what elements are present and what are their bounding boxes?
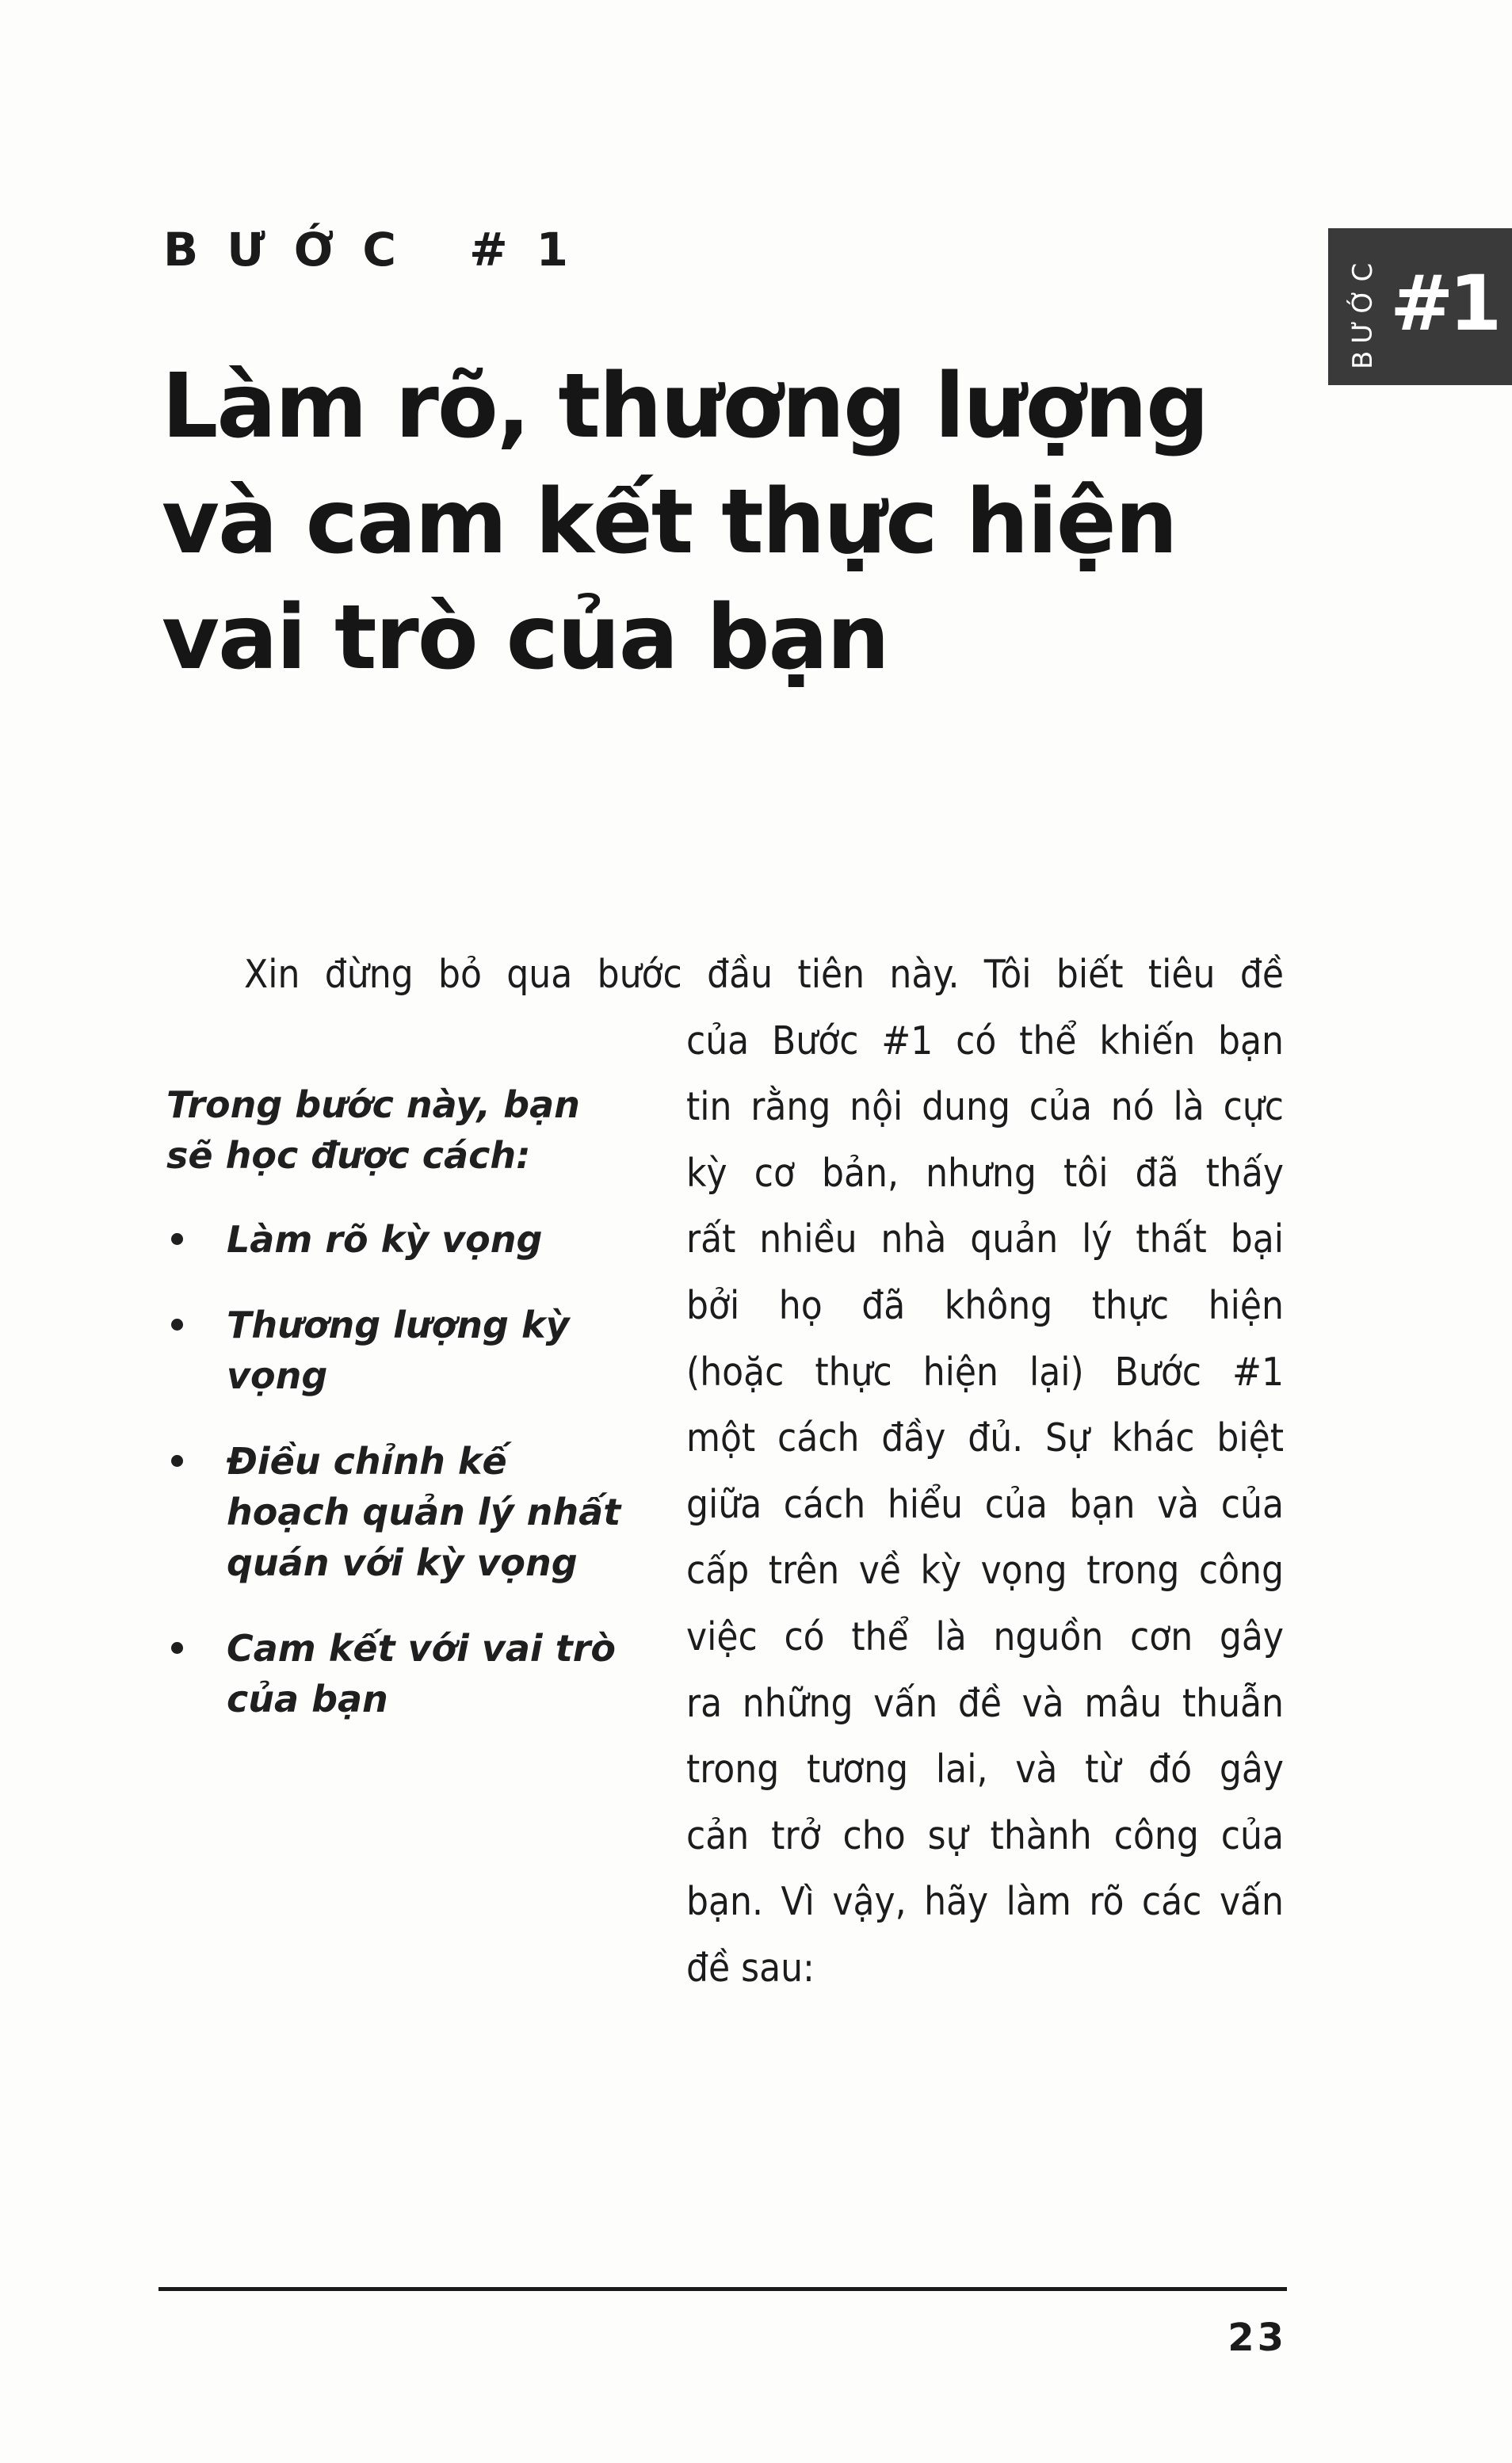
chapter-label: BƯỚC #1 xyxy=(163,223,598,277)
body-line: Xin đừng bỏ qua bước đầu tiên này. Tôi biết tiêu đề xyxy=(244,952,1284,997)
body-line: giữa cách hiểu của bạn và của xyxy=(686,1481,1284,1527)
title-line: và cam kết thực hiện xyxy=(162,471,1177,574)
bullet-icon xyxy=(171,1642,183,1654)
body-line: của Bước #1 có thể khiến bạn xyxy=(686,1018,1284,1063)
body-line: trong tương lai, và từ đó gây xyxy=(686,1747,1284,1793)
body-line: bạn. Vì vậy, hãy làm rõ các vấn xyxy=(686,1879,1284,1925)
page-number: 23 xyxy=(1228,2316,1287,2360)
sidebar-intro: Trong bước này, bạn sẽ học được cách: xyxy=(166,1083,580,1177)
body-line: ra những vấn đề và mâu thuẫn xyxy=(686,1680,1284,1726)
body-line: rất nhiều nhà quản lý thất bại xyxy=(686,1216,1284,1262)
list-item-text: Thương lượng kỳ vọng xyxy=(227,1304,570,1397)
body-line: một cách đầy đủ. Sự khác biệt xyxy=(686,1415,1284,1461)
body-line: việc có thể là nguồn cơn gây xyxy=(686,1613,1284,1659)
list-item-text: Cam kết với vai trò của bạn xyxy=(227,1627,616,1720)
page-title xyxy=(162,349,1208,696)
body-line: kỳ cơ bản, nhưng tôi đã thấy xyxy=(686,1150,1284,1196)
list-item xyxy=(166,1436,626,1588)
list-item-text: Làm rõ kỳ vọng xyxy=(227,1218,543,1261)
body-line: (hoặc thực hiện lại) Bước #1 xyxy=(686,1349,1284,1395)
bullet-icon xyxy=(171,1233,183,1245)
bullet-icon xyxy=(171,1455,183,1467)
body-line: bởi họ đã không thực hiện xyxy=(686,1282,1284,1328)
list-item xyxy=(166,1214,626,1265)
list-item-text: Điều chỉnh kế hoạch quản lý nhất quán với kỳ vọng xyxy=(227,1440,621,1584)
chapter-side-tab xyxy=(1328,228,1512,385)
body-line: cản trở cho sự thành công của xyxy=(686,1812,1284,1858)
side-tab-number: #1 xyxy=(1390,259,1498,348)
side-tab-word: BƯỚC xyxy=(1347,255,1379,369)
list-item xyxy=(166,1300,626,1401)
footer-rule xyxy=(158,2287,1287,2291)
bullet-icon xyxy=(171,1319,183,1331)
body-line: đề sau: xyxy=(686,1945,815,1991)
list-item xyxy=(166,1623,626,1724)
objectives-list xyxy=(166,1214,626,1724)
learning-objectives-sidebar xyxy=(166,1079,626,1759)
body-line: cấp trên về kỳ vọng trong công xyxy=(686,1548,1284,1594)
title-line: vai trò của bạn xyxy=(162,586,888,689)
title-line: Làm rõ, thương lượng xyxy=(162,355,1208,458)
body-line: tin rằng nội dung của nó là cực xyxy=(686,1084,1284,1130)
